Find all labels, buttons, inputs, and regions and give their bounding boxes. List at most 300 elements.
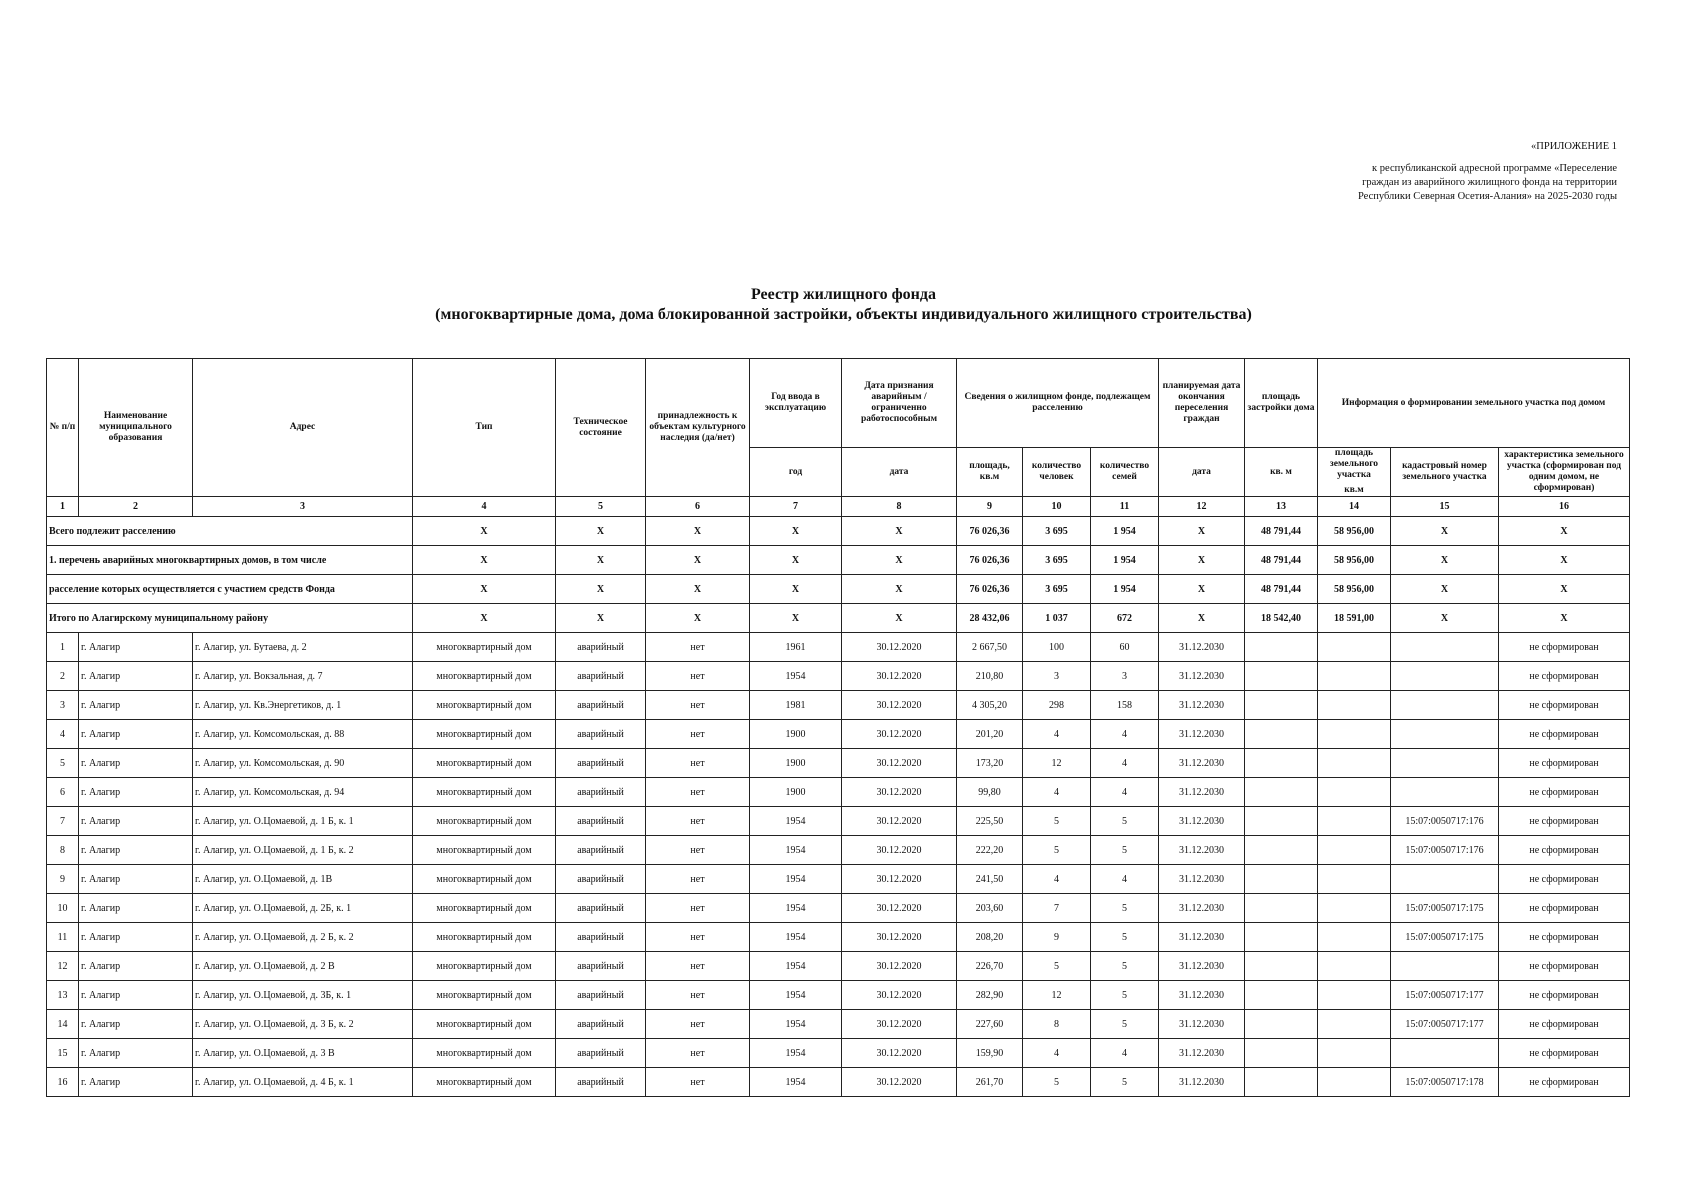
row-tech-state: аварийный: [556, 1068, 646, 1097]
row-people: 298: [1023, 691, 1091, 720]
subheader-families: количество семей: [1091, 448, 1159, 497]
row-land-area: [1318, 633, 1391, 662]
row-land-area: [1318, 952, 1391, 981]
row-number: 12: [47, 952, 79, 981]
table-row: [47, 749, 1630, 778]
row-year: 1981: [750, 691, 842, 720]
column-number: 8: [842, 497, 957, 517]
row-date-emergency: 30.12.2020: [842, 1010, 957, 1039]
row-address: г. Алагир, ул. О.Цомаевой, д. 1 Б, к. 2: [193, 836, 413, 865]
row-municipality: г. Алагир: [79, 749, 193, 778]
row-land-area: [1318, 778, 1391, 807]
row-heritage: нет: [646, 691, 750, 720]
header-heritage: принадлежность к объектам культурного наследия (да/нет): [646, 359, 750, 497]
row-tech-state: аварийный: [556, 662, 646, 691]
column-number: 7: [750, 497, 842, 517]
row-type: многоквартирный дом: [413, 894, 556, 923]
row-land-status: не сформирован: [1499, 836, 1630, 865]
row-people: 9: [1023, 923, 1091, 952]
land-area-label: площадь земельного участка: [1329, 448, 1379, 480]
row-type: многоквартирный дом: [413, 691, 556, 720]
row-type: многоквартирный дом: [413, 720, 556, 749]
summary-x-cell: X: [1499, 517, 1630, 546]
subheader-year: год: [750, 448, 842, 497]
row-people: 5: [1023, 1068, 1091, 1097]
row-people: 4: [1023, 865, 1091, 894]
row-people: 12: [1023, 981, 1091, 1010]
row-year: 1954: [750, 981, 842, 1010]
row-land-area: [1318, 1068, 1391, 1097]
subheader-date: дата: [842, 448, 957, 497]
row-date-emergency: 30.12.2020: [842, 662, 957, 691]
row-type: многоквартирный дом: [413, 778, 556, 807]
row-cadastral: 15:07:0050717:177: [1391, 981, 1499, 1010]
row-address: г. Алагир, ул. Кв.Энергетиков, д. 1: [193, 691, 413, 720]
row-land-area: [1318, 807, 1391, 836]
row-people: 8: [1023, 1010, 1091, 1039]
table-row: [47, 778, 1630, 807]
row-type: многоквартирный дом: [413, 1068, 556, 1097]
row-land-status: не сформирован: [1499, 981, 1630, 1010]
row-heritage: нет: [646, 807, 750, 836]
summary-building-area: 48 791,44: [1245, 575, 1318, 604]
row-families: 5: [1091, 1010, 1159, 1039]
row-number: 10: [47, 894, 79, 923]
row-building-area: [1245, 1068, 1318, 1097]
row-cadastral: [1391, 1039, 1499, 1068]
header-row: [47, 359, 1630, 448]
summary-x-cell: X: [1391, 575, 1499, 604]
row-municipality: г. Алагир: [79, 807, 193, 836]
column-number: 4: [413, 497, 556, 517]
summary-x-cell: X: [1391, 604, 1499, 633]
row-land-status: не сформирован: [1499, 1068, 1630, 1097]
row-year: 1954: [750, 1010, 842, 1039]
row-people: 4: [1023, 778, 1091, 807]
row-address: г. Алагир, ул. О.Цомаевой, д. 2 В: [193, 952, 413, 981]
row-planned-date: 31.12.2030: [1159, 894, 1245, 923]
row-number: 8: [47, 836, 79, 865]
row-planned-date: 31.12.2030: [1159, 662, 1245, 691]
summary-x-cell: X: [646, 517, 750, 546]
summary-x-cell: X: [556, 546, 646, 575]
row-type: многоквартирный дом: [413, 807, 556, 836]
row-building-area: [1245, 749, 1318, 778]
row-municipality: г. Алагир: [79, 952, 193, 981]
row-date-emergency: 30.12.2020: [842, 807, 957, 836]
row-building-area: [1245, 981, 1318, 1010]
row-people: 12: [1023, 749, 1091, 778]
table-row: [47, 807, 1630, 836]
header-type: Тип: [413, 359, 556, 497]
row-year: 1954: [750, 807, 842, 836]
row-date-emergency: 30.12.2020: [842, 865, 957, 894]
table-row: [47, 865, 1630, 894]
summary-people: 3 695: [1023, 546, 1091, 575]
row-type: многоквартирный дом: [413, 981, 556, 1010]
appendix-title: «ПРИЛОЖЕНИЕ 1: [1531, 141, 1617, 152]
summary-x-cell: X: [1391, 546, 1499, 575]
row-cadastral: 15:07:0050717:176: [1391, 807, 1499, 836]
row-address: г. Алагир, ул. Бутаева, д. 2: [193, 633, 413, 662]
table-row: [47, 633, 1630, 662]
row-people: 7: [1023, 894, 1091, 923]
row-land-area: [1318, 720, 1391, 749]
row-planned-date: 31.12.2030: [1159, 923, 1245, 952]
row-municipality: г. Алагир: [79, 1039, 193, 1068]
header-date-emergency: Дата признания аварийным / ограниченно работоспособным: [842, 359, 957, 448]
summary-x-cell: X: [1159, 575, 1245, 604]
row-heritage: нет: [646, 633, 750, 662]
header-municipality: Наименование муниципального образования: [79, 359, 193, 497]
row-area: 203,60: [957, 894, 1023, 923]
header-year-commission: Год ввода в эксплуатацию: [750, 359, 842, 448]
row-area: 225,50: [957, 807, 1023, 836]
row-tech-state: аварийный: [556, 720, 646, 749]
row-land-area: [1318, 749, 1391, 778]
row-building-area: [1245, 662, 1318, 691]
row-building-area: [1245, 1039, 1318, 1068]
title-subtitle: (многоквартирные дома, дома блокированной застройки, объекты индивидуального жилищного строительства): [435, 306, 1252, 323]
row-planned-date: 31.12.2030: [1159, 981, 1245, 1010]
summary-people: 3 695: [1023, 575, 1091, 604]
row-municipality: г. Алагир: [79, 1068, 193, 1097]
row-address: г. Алагир, ул. О.Цомаевой, д. 3 В: [193, 1039, 413, 1068]
summary-x-cell: X: [556, 575, 646, 604]
row-number: 9: [47, 865, 79, 894]
summary-land-area: 58 956,00: [1318, 575, 1391, 604]
row-land-status: не сформирован: [1499, 865, 1630, 894]
row-families: 5: [1091, 894, 1159, 923]
summary-x-cell: X: [413, 604, 556, 633]
row-land-status: не сформирован: [1499, 691, 1630, 720]
summary-row: [47, 604, 1630, 633]
row-municipality: г. Алагир: [79, 865, 193, 894]
row-building-area: [1245, 1010, 1318, 1039]
row-families: 4: [1091, 1039, 1159, 1068]
row-cadastral: [1391, 865, 1499, 894]
row-date-emergency: 30.12.2020: [842, 691, 957, 720]
row-heritage: нет: [646, 952, 750, 981]
row-area: 226,70: [957, 952, 1023, 981]
appendix-line: к республиканской адресной программе «Переселение: [1372, 163, 1617, 174]
row-number: 7: [47, 807, 79, 836]
row-date-emergency: 30.12.2020: [842, 633, 957, 662]
row-type: многоквартирный дом: [413, 836, 556, 865]
row-address: г. Алагир, ул. О.Цомаевой, д. 2 Б, к. 2: [193, 923, 413, 952]
row-municipality: г. Алагир: [79, 778, 193, 807]
row-heritage: нет: [646, 923, 750, 952]
table-row: [47, 662, 1630, 691]
row-planned-date: 31.12.2030: [1159, 1068, 1245, 1097]
row-land-area: [1318, 1010, 1391, 1039]
row-number: 6: [47, 778, 79, 807]
row-type: многоквартирный дом: [413, 662, 556, 691]
summary-x-cell: X: [556, 604, 646, 633]
row-families: 5: [1091, 836, 1159, 865]
row-year: 1954: [750, 865, 842, 894]
row-address: г. Алагир, ул. О.Цомаевой, д. 1 Б, к. 1: [193, 807, 413, 836]
row-building-area: [1245, 633, 1318, 662]
subheader-people: количество человек: [1023, 448, 1091, 497]
row-year: 1954: [750, 894, 842, 923]
row-cadastral: [1391, 633, 1499, 662]
row-cadastral: [1391, 691, 1499, 720]
summary-people: 3 695: [1023, 517, 1091, 546]
row-land-status: не сформирован: [1499, 1039, 1630, 1068]
row-year: 1954: [750, 662, 842, 691]
row-heritage: нет: [646, 894, 750, 923]
row-municipality: г. Алагир: [79, 720, 193, 749]
summary-x-cell: X: [750, 546, 842, 575]
summary-row: [47, 517, 1630, 546]
row-area: 208,20: [957, 923, 1023, 952]
row-planned-date: 31.12.2030: [1159, 807, 1245, 836]
column-number: 12: [1159, 497, 1245, 517]
row-municipality: г. Алагир: [79, 981, 193, 1010]
row-municipality: г. Алагир: [79, 894, 193, 923]
row-number: 4: [47, 720, 79, 749]
column-number: 15: [1391, 497, 1499, 517]
row-heritage: нет: [646, 662, 750, 691]
row-land-area: [1318, 836, 1391, 865]
row-date-emergency: 30.12.2020: [842, 1039, 957, 1068]
row-cadastral: [1391, 778, 1499, 807]
row-building-area: [1245, 894, 1318, 923]
row-date-emergency: 30.12.2020: [842, 952, 957, 981]
subheader-building-area: кв. м: [1245, 448, 1318, 497]
row-year: 1900: [750, 720, 842, 749]
summary-x-cell: X: [842, 575, 957, 604]
summary-x-cell: X: [1159, 546, 1245, 575]
row-heritage: нет: [646, 1010, 750, 1039]
row-number: 2: [47, 662, 79, 691]
table-row: [47, 923, 1630, 952]
appendix-line: граждан из аварийного жилищного фонда на территории: [1362, 177, 1617, 188]
row-building-area: [1245, 720, 1318, 749]
row-land-area: [1318, 662, 1391, 691]
row-tech-state: аварийный: [556, 836, 646, 865]
table-row: [47, 691, 1630, 720]
row-address: г. Алагир, ул. Комсомольская, д. 90: [193, 749, 413, 778]
row-address: г. Алагир, ул. Комсомольская, д. 88: [193, 720, 413, 749]
row-year: 1900: [750, 749, 842, 778]
row-cadastral: 15:07:0050717:176: [1391, 836, 1499, 865]
row-address: г. Алагир, ул. Вокзальная, д. 7: [193, 662, 413, 691]
summary-x-cell: X: [413, 517, 556, 546]
row-address: г. Алагир, ул. О.Цомаевой, д. 3 Б, к. 2: [193, 1010, 413, 1039]
summary-families: 1 954: [1091, 546, 1159, 575]
row-tech-state: аварийный: [556, 923, 646, 952]
table-row: [47, 952, 1630, 981]
row-year: 1900: [750, 778, 842, 807]
summary-x-cell: X: [750, 604, 842, 633]
row-land-area: [1318, 691, 1391, 720]
row-families: 158: [1091, 691, 1159, 720]
row-year: 1954: [750, 836, 842, 865]
row-families: 3: [1091, 662, 1159, 691]
row-heritage: нет: [646, 981, 750, 1010]
row-land-area: [1318, 894, 1391, 923]
summary-area: 76 026,36: [957, 546, 1023, 575]
summary-x-cell: X: [413, 546, 556, 575]
row-planned-date: 31.12.2030: [1159, 1010, 1245, 1039]
row-heritage: нет: [646, 1068, 750, 1097]
row-date-emergency: 30.12.2020: [842, 836, 957, 865]
row-year: 1954: [750, 1039, 842, 1068]
row-tech-state: аварийный: [556, 1010, 646, 1039]
summary-area: 76 026,36: [957, 575, 1023, 604]
header-housing-info: Сведения о жилищном фонде, подлежащем расселению: [957, 359, 1159, 448]
summary-x-cell: X: [1499, 575, 1630, 604]
row-land-area: [1318, 981, 1391, 1010]
row-land-status: не сформирован: [1499, 1010, 1630, 1039]
subheader-land-status: характеристика земельного участка (сформирован под одним домом, не сформирован): [1499, 448, 1630, 497]
summary-building-area: 48 791,44: [1245, 546, 1318, 575]
row-cadastral: [1391, 952, 1499, 981]
row-planned-date: 31.12.2030: [1159, 720, 1245, 749]
title-main: Реестр жилищного фонда: [750, 286, 936, 303]
summary-land-area: 58 956,00: [1318, 546, 1391, 575]
row-date-emergency: 30.12.2020: [842, 720, 957, 749]
row-type: многоквартирный дом: [413, 923, 556, 952]
row-type: многоквартирный дом: [413, 749, 556, 778]
summary-building-area: 48 791,44: [1245, 517, 1318, 546]
table-row: [47, 1039, 1630, 1068]
table-row: [47, 1010, 1630, 1039]
summary-row: [47, 575, 1630, 604]
summary-x-cell: X: [1499, 604, 1630, 633]
column-number: 9: [957, 497, 1023, 517]
row-planned-date: 31.12.2030: [1159, 749, 1245, 778]
table-row: [47, 894, 1630, 923]
summary-x-cell: X: [842, 604, 957, 633]
row-number: 15: [47, 1039, 79, 1068]
row-address: г. Алагир, ул. Комсомольская, д. 94: [193, 778, 413, 807]
row-area: 241,50: [957, 865, 1023, 894]
appendix-note: [1358, 140, 1617, 204]
header-building-area: площадь застройки дома: [1245, 359, 1318, 448]
row-land-status: не сформирован: [1499, 720, 1630, 749]
column-number: 6: [646, 497, 750, 517]
row-land-status: не сформирован: [1499, 778, 1630, 807]
row-cadastral: 15:07:0050717:177: [1391, 1010, 1499, 1039]
table-row: [47, 836, 1630, 865]
summary-label: расселение которых осуществляется с участием средств Фонда: [47, 575, 413, 604]
row-address: г. Алагир, ул. О.Цомаевой, д. 2Б, к. 1: [193, 894, 413, 923]
row-type: многоквартирный дом: [413, 865, 556, 894]
row-tech-state: аварийный: [556, 691, 646, 720]
row-families: 4: [1091, 749, 1159, 778]
row-year: 1954: [750, 1068, 842, 1097]
registry-table: [46, 358, 1630, 1097]
row-people: 4: [1023, 1039, 1091, 1068]
row-land-status: не сформирован: [1499, 952, 1630, 981]
header-tech-state: Техническое состояние: [556, 359, 646, 497]
row-tech-state: аварийный: [556, 1039, 646, 1068]
row-area: 99,80: [957, 778, 1023, 807]
row-people: 3: [1023, 662, 1091, 691]
summary-land-area: 18 591,00: [1318, 604, 1391, 633]
row-year: 1954: [750, 923, 842, 952]
row-area: 4 305,20: [957, 691, 1023, 720]
subheader-cadastral: кадастровый номер земельного участка: [1391, 448, 1499, 497]
row-people: 5: [1023, 807, 1091, 836]
row-date-emergency: 30.12.2020: [842, 749, 957, 778]
row-land-status: не сформирован: [1499, 662, 1630, 691]
column-number-row: [47, 497, 1630, 517]
row-tech-state: аварийный: [556, 807, 646, 836]
summary-x-cell: X: [646, 546, 750, 575]
row-building-area: [1245, 865, 1318, 894]
row-municipality: г. Алагир: [79, 1010, 193, 1039]
row-people: 5: [1023, 836, 1091, 865]
row-cadastral: 15:07:0050717:175: [1391, 894, 1499, 923]
row-heritage: нет: [646, 865, 750, 894]
row-date-emergency: 30.12.2020: [842, 894, 957, 923]
row-municipality: г. Алагир: [79, 691, 193, 720]
summary-people: 1 037: [1023, 604, 1091, 633]
summary-area: 76 026,36: [957, 517, 1023, 546]
row-cadastral: [1391, 720, 1499, 749]
row-address: г. Алагир, ул. О.Цомаевой, д. 3Б, к. 1: [193, 981, 413, 1010]
table-row: [47, 1068, 1630, 1097]
row-planned-date: 31.12.2030: [1159, 778, 1245, 807]
row-type: многоквартирный дом: [413, 952, 556, 981]
row-tech-state: аварийный: [556, 865, 646, 894]
row-building-area: [1245, 952, 1318, 981]
table-row: [47, 981, 1630, 1010]
row-people: 4: [1023, 720, 1091, 749]
summary-x-cell: X: [1391, 517, 1499, 546]
summary-x-cell: X: [1499, 546, 1630, 575]
row-land-area: [1318, 1039, 1391, 1068]
summary-x-cell: X: [556, 517, 646, 546]
row-address: г. Алагир, ул. О.Цомаевой, д. 4 Б, к. 1: [193, 1068, 413, 1097]
row-type: многоквартирный дом: [413, 1010, 556, 1039]
row-families: 5: [1091, 923, 1159, 952]
row-number: 14: [47, 1010, 79, 1039]
summary-x-cell: X: [1159, 604, 1245, 633]
column-number: 16: [1499, 497, 1630, 517]
row-number: 11: [47, 923, 79, 952]
summary-x-cell: X: [1159, 517, 1245, 546]
header-address: Адрес: [193, 359, 413, 497]
row-land-status: не сформирован: [1499, 894, 1630, 923]
row-number: 16: [47, 1068, 79, 1097]
column-number: 3: [193, 497, 413, 517]
document-title: [0, 285, 1687, 325]
summary-x-cell: X: [646, 575, 750, 604]
row-planned-date: 31.12.2030: [1159, 952, 1245, 981]
row-land-status: не сформирован: [1499, 633, 1630, 662]
row-tech-state: аварийный: [556, 894, 646, 923]
row-heritage: нет: [646, 836, 750, 865]
row-area: 173,20: [957, 749, 1023, 778]
row-building-area: [1245, 807, 1318, 836]
land-area-unit: кв.м: [1344, 485, 1364, 495]
row-planned-date: 31.12.2030: [1159, 1039, 1245, 1068]
column-number: 13: [1245, 497, 1318, 517]
summary-label: Всего подлежит расселению: [47, 517, 413, 546]
summary-land-area: 58 956,00: [1318, 517, 1391, 546]
row-area: 201,20: [957, 720, 1023, 749]
row-area: 261,70: [957, 1068, 1023, 1097]
summary-x-cell: X: [413, 575, 556, 604]
header-planned-date: планируемая дата окончания переселения граждан: [1159, 359, 1245, 448]
row-date-emergency: 30.12.2020: [842, 778, 957, 807]
row-tech-state: аварийный: [556, 749, 646, 778]
